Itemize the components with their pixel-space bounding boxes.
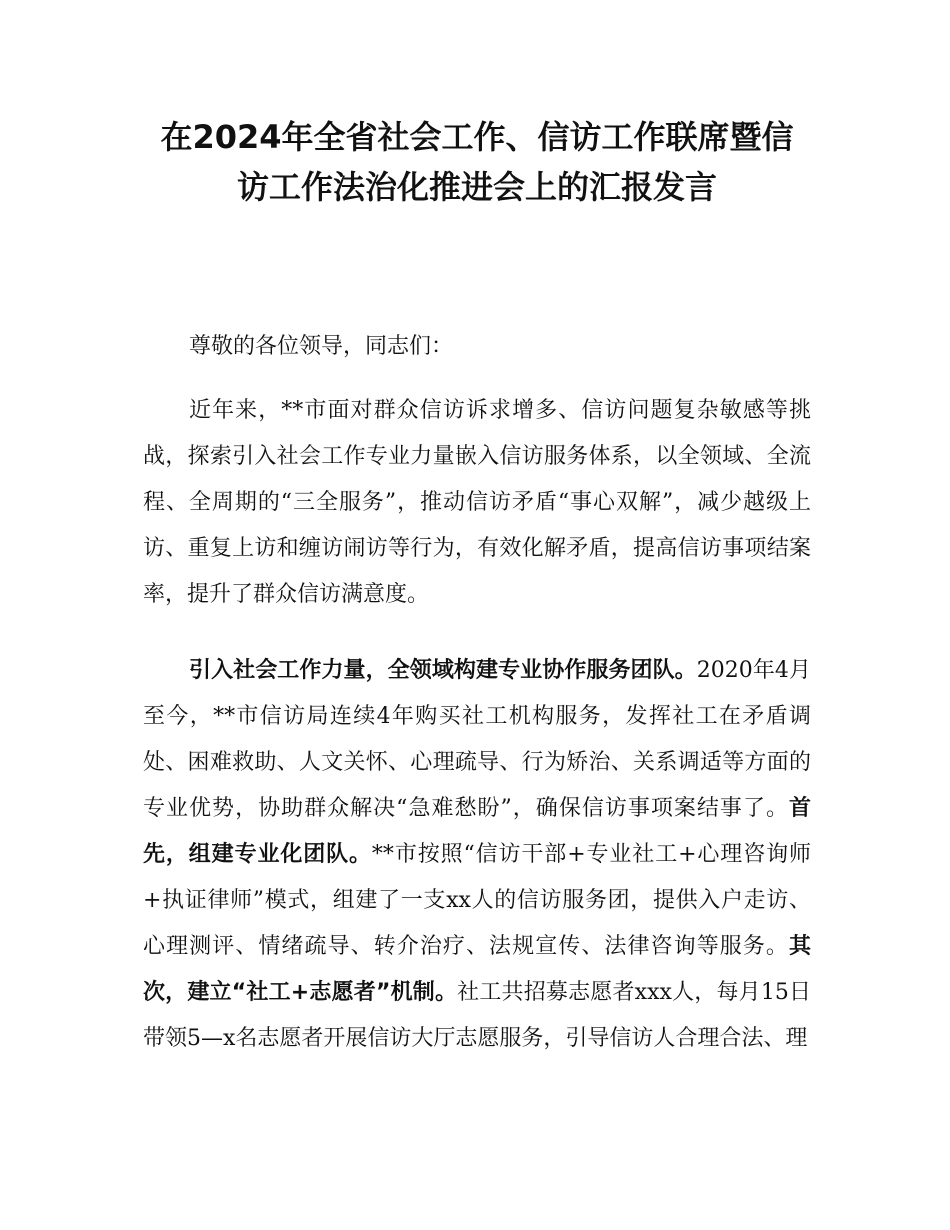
- document-title: [143, 112, 811, 212]
- point-2-text: 社工共招募志愿者xxx人，每月15日带领5—x名志愿者开展信访大厅志愿服务，引导信访人合理合法、理: [143, 980, 812, 1051]
- title-line-2: 访工作法治化推进会上的汇报发言: [236, 168, 717, 206]
- section-1-paragraph: [143, 648, 811, 1062]
- point-1-text: **市按照“信访干部+专业社工+心理咨询师+执证律师”模式，组建了一支xx人的信访服务团，提供入户走访、心理测评、情绪疏导、转介治疗、法规宣传、法律咨询等服务。: [143, 842, 811, 959]
- document-page: [143, 112, 811, 1062]
- section-1-heading: 引入社会工作力量，全领域构建专业协作服务团队。: [189, 658, 697, 683]
- section-1-text: 2020年4月至今，**市信访局连续4年购买社工机构服务，发挥社工在矛盾调处、困难救助、人文关怀、心理疏导、行为矫治、关系调适等方面的专业优势，协助群众解决“急难愁盼”，确保信访事项案结事了。: [143, 658, 811, 821]
- salutation: 尊敬的各位领导，同志们：: [189, 334, 454, 359]
- intro-paragraph: 近年来，**市面对群众信访诉求增多、信访问题复杂敏感等挑战，探索引入社会工作专业力量嵌入信访服务体系，以全领域、全流程、全周期的“三全服务”，推动信访矛盾“事心双解”，减少越级上访、重复上访和缠访闹访等行为，有效化解矛盾，提高信访事项结案率，提升了群众信访满意度。: [143, 398, 811, 607]
- title-line-1: 在2024年全省社会工作、信访工作联席暨信: [160, 118, 794, 156]
- point-2-heading: 其次，建立“社工+志愿者”机制。: [143, 934, 811, 1005]
- point-1-heading: 首先，组建专业化团队。: [143, 796, 811, 867]
